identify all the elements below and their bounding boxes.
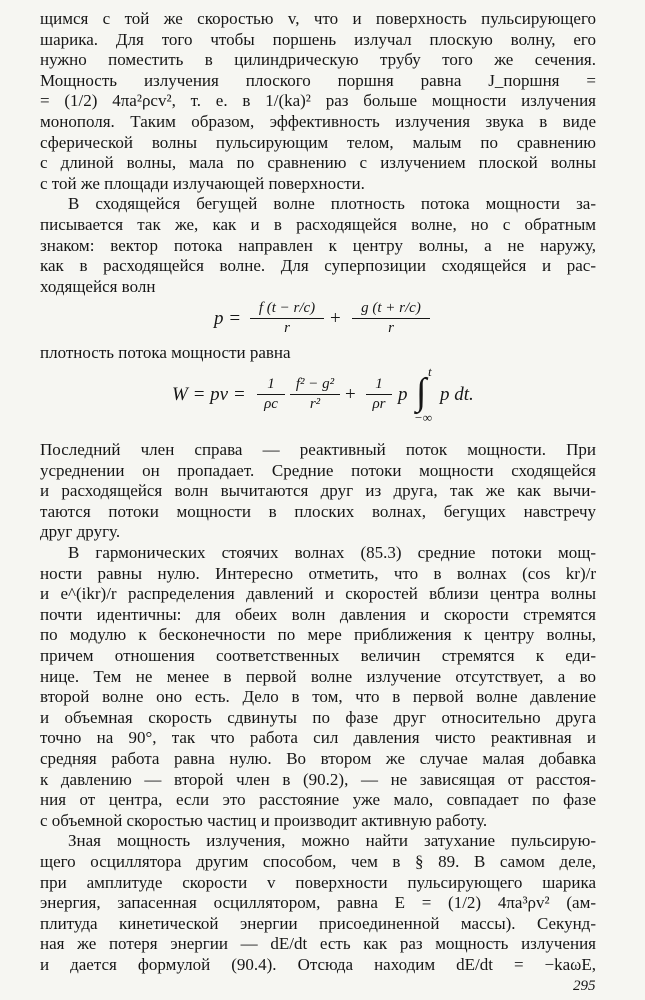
- text-line: и e^(ikr)/r распределения давлений и скоростей вблизи центра волны: [40, 584, 596, 604]
- integral-sign: ∫: [416, 371, 427, 414]
- eq2-fraction-1-rho-r: $\frac{1}{\rho r}$: [366, 374, 392, 414]
- text-line: щимся с той же скоростью v, что и поверхность пульсирующего: [40, 9, 596, 28]
- text-line: как в расходящейся волне. Для суперпозиции сходящейся и рас-: [40, 256, 596, 276]
- text-line: ния от центра, если это расстояние уже мало, совпадает по фазе: [40, 790, 596, 810]
- text-line: нужно поместить в цилиндрическую трубу того же сечения.: [40, 50, 596, 70]
- text-line: плитуда кинетической энергии присоединенной массы). Секунд-: [40, 913, 596, 933]
- text-line: Последний член справа — реактивный поток мощности. При: [40, 440, 596, 459]
- text-line: В гармонических стоячих волнах (85.3) средние потоки мощ-: [68, 543, 596, 562]
- text-line: сферической волны пульсирующим телом, малым по сравнению: [40, 132, 596, 152]
- text-line: писывается так же, как и в расходящейся волне, но с обратным: [40, 215, 596, 234]
- text-line: Зная мощность излучения, можно найти затухание пульсирую-: [68, 831, 596, 851]
- eq2-lower-limit: −∞: [414, 410, 433, 426]
- text-line: по модулю к бесконечности по мере приближения к центру волны,: [40, 625, 596, 645]
- text-line: с той же площади излучающей поверхности.: [40, 173, 365, 193]
- text-line: при амплитуде скорости v поверхности пульсирующего шарика: [40, 872, 596, 892]
- text-line: ходящейся волн: [40, 276, 156, 296]
- text-line: точно на 90°, так что работа сил давления чисто реактивная и: [40, 728, 596, 748]
- eq1-fraction-f: $\frac{f (t - r/c)}{r}$: [250, 298, 324, 338]
- page-number: 295: [573, 978, 596, 994]
- text-line: с объемной скоростью частиц и производит активную работу.: [40, 810, 488, 830]
- text-line: усреднении он пропадает. Средние потоки мощности сходящейся: [40, 460, 596, 480]
- text-line: почти идентичны: для обеих волн давления и скорости стремятся: [40, 604, 596, 624]
- text-line: Мощность излучения плоского поршня равна J_поршня =: [40, 70, 596, 90]
- eq2-upper-limit: t: [428, 364, 432, 380]
- text-line: к давлению — второй член в (90.2), — не зависящая от расстоя-: [40, 769, 596, 789]
- text-line: плотность потока мощности равна: [40, 343, 291, 363]
- eq2-tail: p dt.: [440, 384, 474, 406]
- text-line: шарика. Для того чтобы поршень излучал плоскую волну, его: [40, 29, 596, 49]
- eq2-fraction-1-rho-c: $\frac{1}{\rho c}$: [257, 374, 285, 414]
- text-line: = (1/2) 4πa²ρcv², т. е. в 1/(ka)² раз больше мощности излучения: [40, 91, 596, 111]
- text-line: энергия, запасенная осциллятором, равна E = (1/2) 4πa³ρv² (ам-: [40, 893, 596, 913]
- text-line: щего осциллятора другим способом, чем в § 89. В самом деле,: [40, 852, 596, 871]
- text-line: ная же потеря энергии — dE/dt есть как раз мощность излучения: [40, 934, 596, 954]
- text-line: причем отношения соответственных величин стремятся к еди-: [40, 646, 596, 665]
- eq1-fraction-g: $\frac{g (t + r/c)}{r}$: [352, 298, 430, 338]
- eq1-plus: +: [330, 307, 341, 329]
- text-line: с длиной волны, мала по сравнению с излучением плоской волны: [40, 153, 596, 173]
- text-line: и дается формулой (90.4). Отсюда находим dE/dt = −kaωE,: [40, 955, 596, 974]
- eq1-lhs: p =: [214, 307, 242, 329]
- text-line: друг другу.: [40, 522, 121, 542]
- text-line: В сходящейся бегущей волне плотность потока мощности за-: [68, 194, 596, 214]
- text-line: и объемная скорость сдвинуты по фазе друг относительно друга: [40, 707, 596, 727]
- text-line: и расходящейся волн вычитаются друг из друга, так же как вычи-: [40, 481, 596, 501]
- eq2-plus: +: [345, 384, 356, 406]
- text-line: монополя. Таким образом, эффективность излучения звука в виде: [40, 112, 596, 131]
- eq2-fraction-f2-g2: $\frac{\text{f² − g²}}{\text{r²}}$: [290, 374, 340, 414]
- text-line: таются потоки мощности в плоских волнах, бегущих навстречу: [40, 501, 596, 521]
- text-line: ности равны нулю. Интересно отметить, что в волнах (cos kr)/r: [40, 563, 596, 583]
- eq2-lhs: W = pv =: [172, 384, 246, 406]
- text-line: нице. Тем не менее в первой волне излучение отсутствует, а во: [40, 666, 596, 686]
- text-line: второй волне оно есть. Дело в том, что в первой волне давление: [40, 687, 596, 707]
- text-line: средняя работа равна нулю. Во втором же случае малая добавка: [40, 749, 596, 768]
- text-line: знаком: вектор потока направлен к центру волны, а не наружу,: [40, 235, 596, 255]
- eq2-p: p: [398, 384, 408, 406]
